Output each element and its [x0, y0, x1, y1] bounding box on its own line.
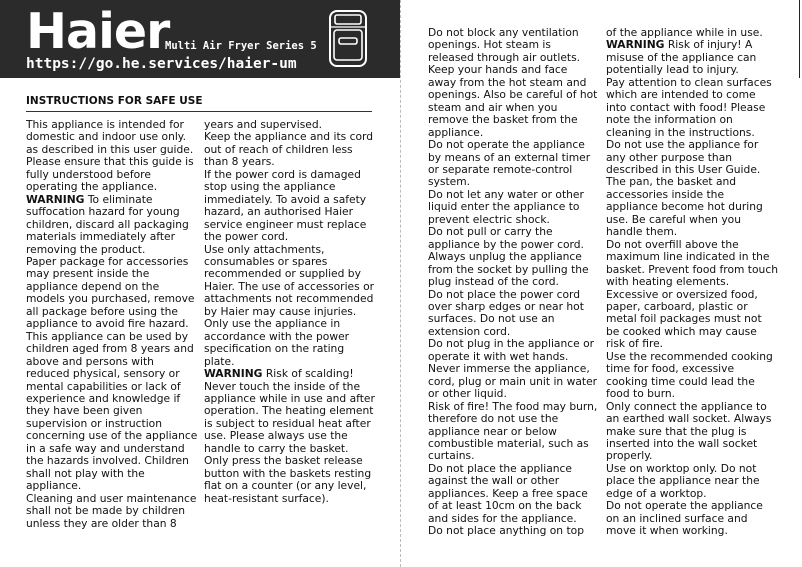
paragraph: The pan, the basket and accessories inside the appliance become hot during use. Be careful when you handle them. [606, 175, 763, 239]
warning-text: Risk of injury! A misuse of the appliance can potentially lead to injury. [606, 38, 757, 77]
paragraph: Do not block any ventilation openings. Hot steam is released through air outlets. Keep your hands and face away from the hot steam and openings. Also be careful of hot steam and air when you remove the basket from the appliance. [428, 26, 598, 139]
text-column-1 [26, 119, 198, 530]
text-column-2 [204, 119, 376, 505]
paragraph: Use the recommended cooking time for food, excessive cooking time could lead the food to burn. [606, 349, 773, 401]
manual-url[interactable]: https://go.he.services/haier-um [26, 56, 297, 72]
warning-label: WARNING [606, 38, 665, 52]
warning-label: WARNING [204, 367, 263, 381]
paragraph: This appliance is intended for domestic and indoor use only. as described in this user guide. Please ensure that this guide is fully understood before operating the appliance. [26, 118, 194, 194]
paragraph: If the power cord is damaged stop using the appliance immediately. To avoid a safety hazard, an authorised Haier service engineer must replace the power cord. [204, 167, 367, 244]
warning-text: To eliminate suffocation hazard for young children, discard all packaging materials immediately after removing the product. [26, 192, 189, 256]
paragraph: Do not place the appliance against the wall or other appliances. Keep a free space of at least 10cm on the back and sides for the appliance. [428, 461, 588, 525]
paragraph: Do not pull or carry the appliance by the power cord. Always unplug the appliance from the socket by pulling the plug instead of the cord. [428, 225, 589, 289]
paragraph: Paper package for accessories may present inside the appliance depend on the models you purchased, remove all package before using the appliance to avoid fire hazard. [26, 254, 195, 331]
paragraph: Use on worktop only. Do not place the appliance near the edge of a worktop. [606, 461, 760, 500]
product-series: Multi Air Fryer Series 5 [165, 40, 317, 52]
air-fryer-icon [324, 6, 372, 70]
paragraph: Never immerse the appliance, cord, plug or main unit in water or other liquid. [428, 362, 598, 401]
paragraph: Excessive or oversized food, paper, carboard, plastic or metal foil packages must not be cooked which may cause risk of fire. [606, 287, 762, 351]
paragraph: Do not overfill above the maximum line indicated in the basket. Prevent food from touch with heating elements. [606, 237, 778, 289]
paragraph: Do not use the appliance for any other purpose than described in this User Guide. [606, 138, 761, 176]
paragraph: Do not place the power cord over sharp edges or near hot surfaces. Do not use an extension cord. [428, 287, 584, 338]
text-column-3 [428, 27, 598, 538]
paragraph: This appliance can be used by children aged from 8 years and above and persons with reduced physical, sensory or mental capabilities or lack of experience and knowledge if they have been given supervision or instruction concerning use of the appliance in a safe way and understand the hazards involved. Children shall not play with the appliance. [26, 329, 198, 493]
paragraph: Do not operate the appliance by means of an external timer or separate remote-control system. [428, 138, 591, 189]
paragraph: Use only attachments, consumables or spares recommended or supplied by Haier. The use of accessories or attachments not recommended by Haier may cause injuries. [204, 242, 375, 318]
section-rule [26, 111, 372, 112]
paragraph: Do not plug in the appliance or operate it with wet hands. [428, 337, 595, 363]
page-edge [799, 0, 800, 78]
paragraph: Keep the appliance and its cord out of reach of children less than 8 years. [204, 130, 374, 169]
left-page [0, 0, 400, 567]
paragraph: Only press the basket release button with the baskets resting flat on a counter (or any level, heat-resistant surface). [204, 454, 372, 505]
paragraph [606, 39, 778, 76]
brand-logo: Haier [26, 3, 170, 60]
header-banner [0, 0, 400, 78]
paragraph [204, 368, 376, 455]
paragraph: Only use the appliance in accordance with the power specification on the rating plate. [204, 317, 350, 368]
paragraph: Do not let any water or other liquid enter the appliance to prevent electric shock. [428, 187, 584, 226]
paragraph: Pay attention to clean surfaces which are intended to come into contact with food! Please note the information on cleaning in the instructions. [606, 75, 772, 139]
paragraph: years and supervised. [204, 118, 323, 131]
paragraph: Cleaning and user maintenance shall not be made by children unless they are older than 8 [26, 491, 197, 530]
paragraph [26, 194, 198, 256]
paragraph: Only connect the appliance to an earthed wall socket. Always make sure that the plug is inserted into the wall socket properly. [606, 399, 772, 463]
paragraph: Do not place anything on top [428, 524, 584, 538]
paragraph: Risk of fire! The food may burn, therefore do not use the appliance near or below combustible material, such as curtains. [428, 399, 598, 463]
paragraph: of the appliance while in use. [606, 26, 763, 39]
text-column-4 [606, 27, 778, 538]
warning-label: WARNING [26, 192, 85, 206]
paragraph: Do not operate the appliance on an inclined surface and move it when working. [606, 499, 763, 538]
section-title: INSTRUCTIONS FOR SAFE USE [26, 95, 203, 107]
warning-text: Risk of scalding! Never touch the inside of the appliance while in use and after operation. The heating element is subject to residual heat after use. Please always use the handle to carry the basket. [204, 367, 375, 455]
